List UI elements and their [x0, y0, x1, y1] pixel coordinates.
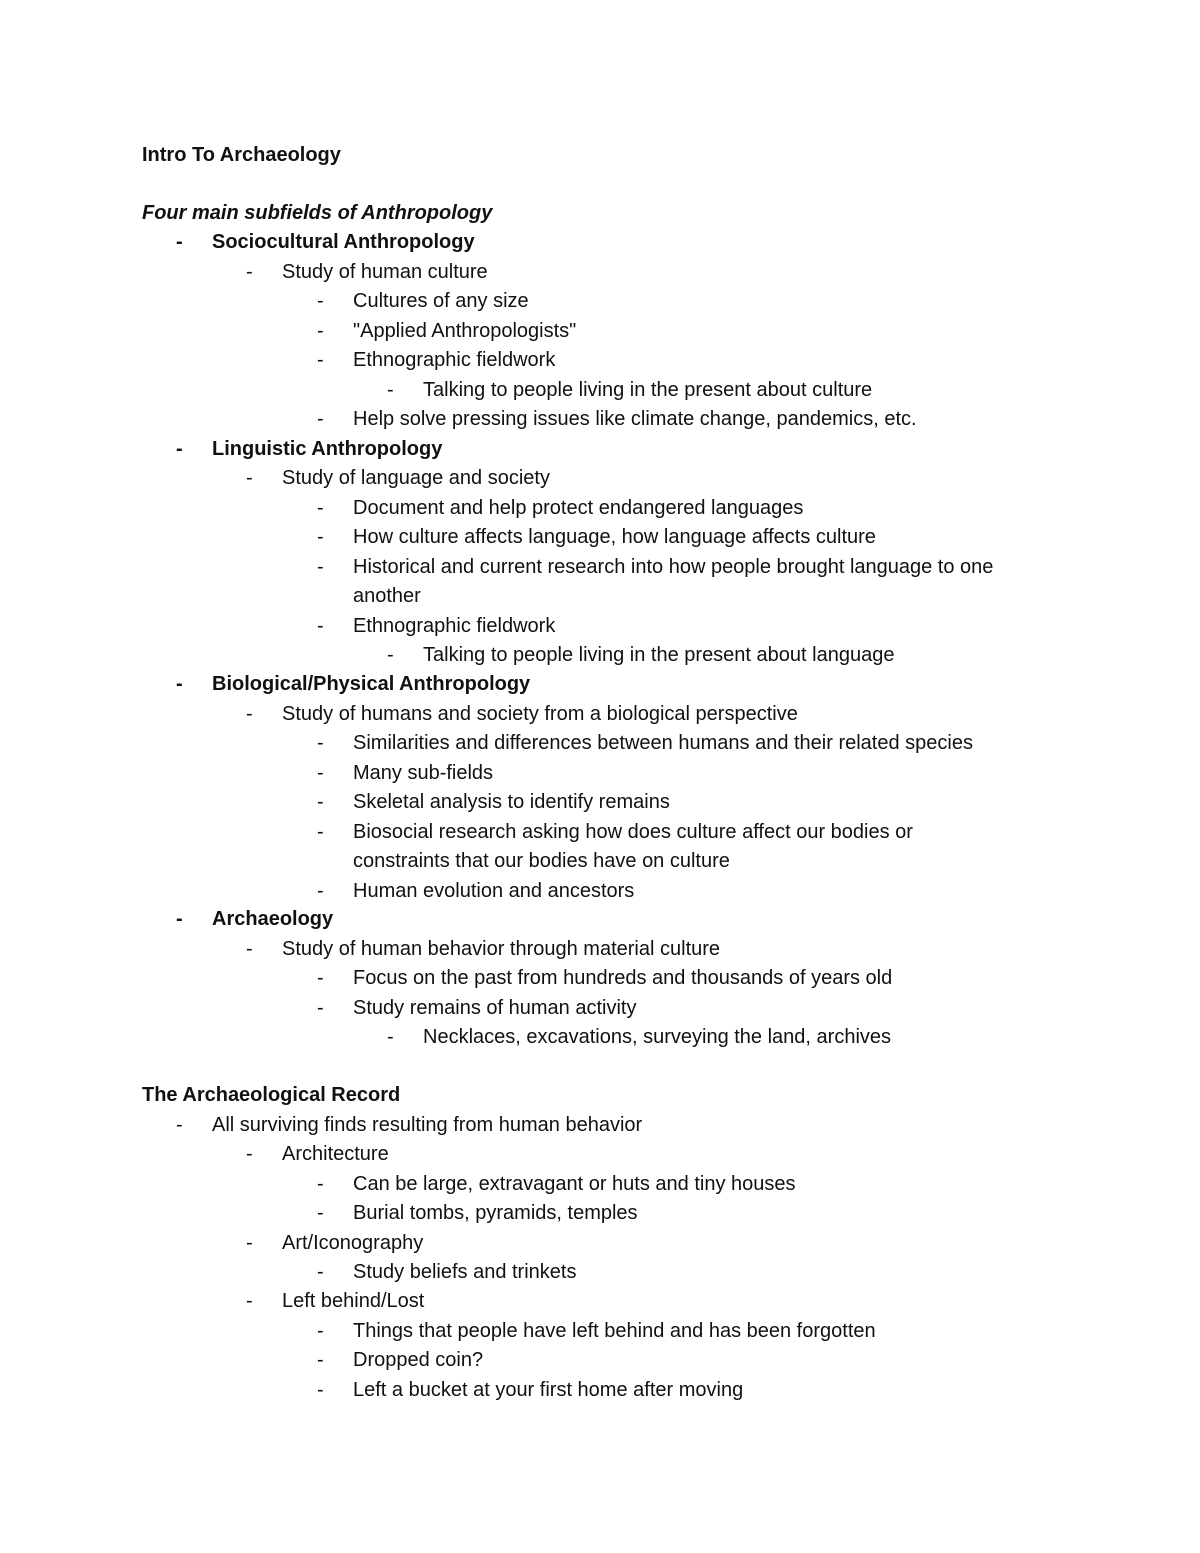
list-item	[142, 287, 1100, 317]
bullet-dash: -	[246, 1232, 253, 1254]
bullet-dash: -	[317, 497, 324, 519]
bullet-dash: -	[317, 1320, 324, 1342]
bullet-dash: -	[387, 1026, 394, 1048]
bullet-dash: -	[317, 526, 324, 548]
list-item-text: Study of humans and society from a biological perspective	[282, 703, 798, 725]
bullet-dash: -	[317, 997, 324, 1019]
list-item	[142, 258, 1100, 288]
list-item-text: How culture affects language, how language affects culture	[353, 526, 876, 548]
subfield-heading-sociocultural	[142, 228, 1100, 258]
list-item	[142, 494, 1100, 524]
bullet-dash: -	[317, 408, 324, 430]
bullet-dash: -	[176, 673, 183, 695]
bullet-dash: -	[246, 1143, 253, 1165]
list-item	[142, 1258, 1100, 1288]
list-item	[142, 994, 1100, 1024]
list-item	[142, 1140, 1100, 1170]
list-item-text: Left a bucket at your first home after moving	[353, 1379, 744, 1401]
bullet-dash: -	[387, 644, 394, 666]
list-item-text: Architecture	[282, 1143, 389, 1165]
list-item-text: Help solve pressing issues like climate change, pandemics, etc.	[353, 408, 917, 430]
list-item	[142, 612, 1100, 642]
bullet-dash: -	[317, 290, 324, 312]
list-item	[142, 964, 1100, 994]
list-item-text: Historical and current research into how people brought language to one	[353, 556, 994, 578]
list-item	[142, 346, 1100, 376]
list-item-text: Study of human behavior through material culture	[282, 938, 721, 960]
subfield-heading-archaeology	[142, 905, 1100, 935]
list-item	[142, 317, 1100, 347]
subfield-heading-linguistic	[142, 435, 1100, 465]
list-item	[142, 1346, 1100, 1376]
list-item-text: Burial tombs, pyramids, temples	[353, 1202, 638, 1224]
bullet-dash: -	[317, 1261, 324, 1283]
list-item	[142, 1170, 1100, 1200]
list-item-text: Dropped coin?	[353, 1349, 484, 1371]
list-item-text: Can be large, extravagant or huts and tiny houses	[353, 1173, 796, 1195]
list-item-text: All surviving finds resulting from human behavior	[212, 1114, 643, 1136]
subfield-name: Sociocultural Anthropology	[212, 231, 475, 253]
bullet-dash: -	[246, 938, 253, 960]
list-item	[142, 729, 1100, 759]
bullet-dash: -	[317, 880, 324, 902]
list-item-text: Talking to people living in the present about culture	[423, 379, 873, 401]
list-item-text: Human evolution and ancestors	[353, 880, 635, 902]
list-item	[142, 759, 1100, 789]
bullet-dash: -	[246, 703, 253, 725]
bullet-dash: -	[317, 791, 324, 813]
list-item	[142, 935, 1100, 965]
list-item	[142, 523, 1100, 553]
list-item	[142, 376, 1100, 406]
bullet-dash: -	[317, 1173, 324, 1195]
bullet-dash: -	[317, 732, 324, 754]
list-item	[142, 818, 1100, 848]
bullet-dash: -	[317, 1202, 324, 1224]
list-item-text: Necklaces, excavations, surveying the land, archives	[423, 1026, 892, 1048]
list-item	[142, 464, 1100, 494]
list-item-text: Biosocial research asking how does culture affect our bodies or	[353, 821, 913, 843]
bullet-dash: -	[176, 231, 183, 253]
list-item-text: constraints that our bodies have on culture	[353, 850, 730, 872]
list-item-text: Things that people have left behind and has been forgotten	[353, 1320, 876, 1342]
list-item	[142, 1199, 1100, 1229]
list-item-text: "Applied Anthropologists"	[353, 320, 577, 342]
bullet-dash: -	[176, 1114, 183, 1136]
bullet-dash: -	[176, 438, 183, 460]
list-item	[142, 1023, 1100, 1053]
list-item-text: Focus on the past from hundreds and thousands of years old	[353, 967, 893, 989]
section-subtitle: Four main subfields of Anthropology	[142, 202, 493, 224]
subfield-name: Archaeology	[212, 908, 334, 930]
list-item	[142, 405, 1100, 435]
bullet-dash: -	[246, 1290, 253, 1312]
list-item-text: Study remains of human activity	[353, 997, 637, 1019]
bullet-dash: -	[317, 1379, 324, 1401]
bullet-dash: -	[317, 556, 324, 578]
list-item	[142, 1287, 1100, 1317]
bullet-dash: -	[387, 379, 394, 401]
bullet-dash: -	[317, 349, 324, 371]
document-title: Intro To Archaeology	[142, 144, 341, 166]
list-item-continuation	[142, 582, 1100, 612]
list-item	[142, 1317, 1100, 1347]
list-item	[142, 641, 1100, 671]
bullet-dash: -	[317, 967, 324, 989]
list-item	[142, 1111, 1100, 1141]
list-item-text: Talking to people living in the present about language	[423, 644, 895, 666]
list-item-continuation	[142, 847, 1100, 877]
list-item-text: Document and help protect endangered languages	[353, 497, 804, 519]
list-item	[142, 700, 1100, 730]
bullet-dash: -	[317, 1349, 324, 1371]
bullet-dash: -	[176, 908, 183, 930]
list-item-text: Cultures of any size	[353, 290, 529, 312]
list-item-text: Similarities and differences between humans and their related species	[353, 732, 973, 754]
list-item-text: Study of human culture	[282, 261, 488, 283]
list-item-text: Many sub-fields	[353, 762, 494, 784]
list-item	[142, 1229, 1100, 1259]
list-item-text: Ethnographic fieldwork	[353, 615, 556, 637]
list-item	[142, 877, 1100, 907]
list-item	[142, 553, 1100, 583]
list-item-text: Ethnographic fieldwork	[353, 349, 556, 371]
subfield-name: Biological/Physical Anthropology	[212, 673, 531, 695]
list-item-text: Study of language and society	[282, 467, 550, 489]
list-item	[142, 788, 1100, 818]
bullet-dash: -	[246, 261, 253, 283]
bullet-dash: -	[317, 615, 324, 637]
bullet-dash: -	[317, 320, 324, 342]
bullet-dash: -	[246, 467, 253, 489]
subfield-name: Linguistic Anthropology	[212, 438, 443, 460]
subfield-heading-biological	[142, 670, 1100, 700]
bullet-dash: -	[317, 762, 324, 784]
list-item-text: another	[353, 585, 421, 607]
list-item-text: Skeletal analysis to identify remains	[353, 791, 670, 813]
bullet-dash: -	[317, 821, 324, 843]
list-item	[142, 1376, 1100, 1406]
list-item-text: Left behind/Lost	[282, 1290, 425, 1312]
list-item-text: Art/Iconography	[282, 1232, 424, 1254]
section-heading-record: The Archaeological Record	[142, 1084, 401, 1106]
list-item-text: Study beliefs and trinkets	[353, 1261, 577, 1283]
